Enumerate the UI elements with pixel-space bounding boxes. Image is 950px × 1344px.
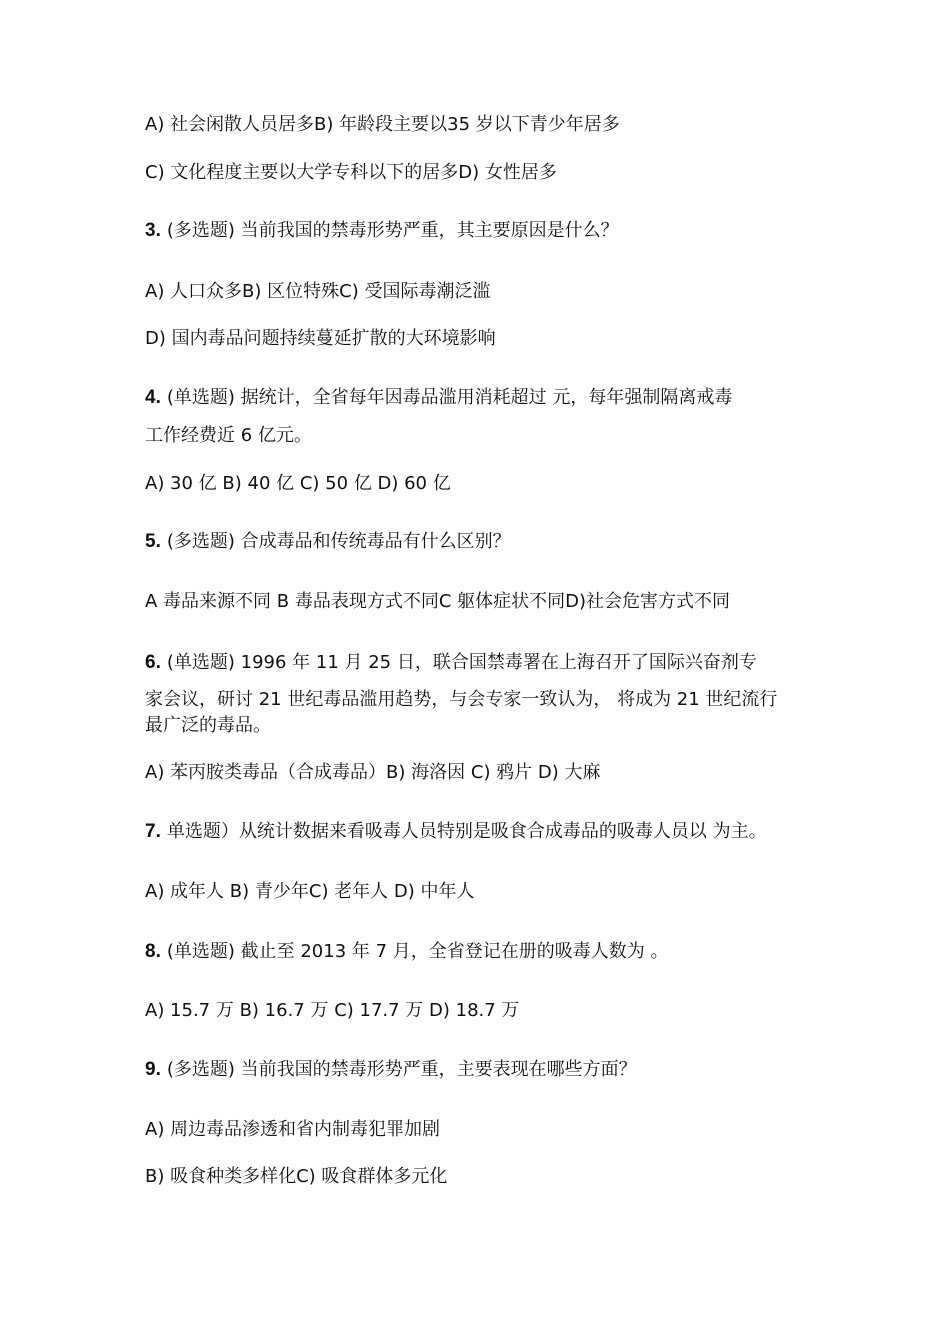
q4-options-line: A) 30 亿 B) 40 亿 C) 50 亿 D) 60 亿 (145, 473, 451, 494)
question-number: 5. (145, 531, 161, 552)
question-5 (145, 530, 511, 554)
question-text: (多选题) 当前我国的禁毒形势严重，其主要原因是什么？ (166, 220, 619, 241)
q6-options-line: A) 苯丙胺类毒品（合成毒品）B) 海洛因 C) 鸦片 D) 大麻 (145, 762, 601, 783)
question-number: 8. (145, 941, 161, 962)
q7-options-line: A) 成年人 B) 青少年C) 老年人 D) 中年人 (145, 881, 475, 902)
q9-options-line-2: B) 吸食种类多样化C) 吸食群体多元化 (145, 1166, 448, 1187)
q3-options-line-1: A) 人口众多B) 区位特殊C) 受国际毒潮泛滥 (145, 281, 491, 302)
q5-options-line: A 毒品来源不同 B 毒品表现方式不同C 躯体症状不同D)社会危害方式不同 (145, 591, 730, 612)
question-4 (145, 386, 732, 410)
q2-options-line-1: A) 社会闲散人员居多B) 年龄段主要以35 岁以下青少年居多 (145, 114, 620, 135)
question-number: 9. (145, 1059, 161, 1080)
q8-options-line: A) 15.7 万 B) 16.7 万 C) 17.7 万 D) 18.7 万 (145, 1000, 520, 1021)
question-3 (145, 219, 619, 243)
question-9 (145, 1058, 637, 1082)
question-text: (单选题) 1996 年 11 月 25 日，联合国禁毒署在上海召开了国际兴奋剂专 (166, 652, 757, 673)
question-text: (单选题) 据统计，全省每年因毒品滥用消耗超过 元，每年强制隔离戒毒 (166, 387, 733, 408)
question-7 (145, 820, 767, 844)
q3-options-line-2: D) 国内毒品问题持续蔓延扩散的大环境影响 (145, 328, 496, 349)
question-6 (145, 651, 757, 675)
question-number: 6. (145, 652, 161, 673)
question-number: 4. (145, 387, 161, 408)
question-text: (单选题) 截止至 2013 年 7 月，全省登记在册的吸毒人数为 。 (166, 941, 669, 962)
question-text: 单选题）从统计数据来看吸毒人员特别是吸食合成毒品的吸毒人员以 为主。 (166, 821, 767, 842)
question-number: 7. (145, 821, 161, 842)
question-6-continuation-2: 最广泛的毒品。 (145, 715, 271, 736)
q9-options-line-1: A) 周边毒品渗透和省内制毒犯罪加剧 (145, 1119, 441, 1140)
question-8 (145, 940, 669, 964)
question-number: 3. (145, 220, 161, 241)
question-text: (多选题) 合成毒品和传统毒品有什么区别？ (166, 531, 511, 552)
question-6-continuation-1: 家会议，研讨 21 世纪毒品滥用趋势，与会专家一致认为， 将成为 21 世纪流行 (145, 689, 778, 710)
q2-options-line-2: C) 文化程度主要以大学专科以下的居多D) 女性居多 (145, 162, 557, 183)
question-4-continuation: 工作经费近 6 亿元。 (145, 425, 312, 446)
question-text: (多选题) 当前我国的禁毒形势严重，主要表现在哪些方面？ (166, 1059, 637, 1080)
